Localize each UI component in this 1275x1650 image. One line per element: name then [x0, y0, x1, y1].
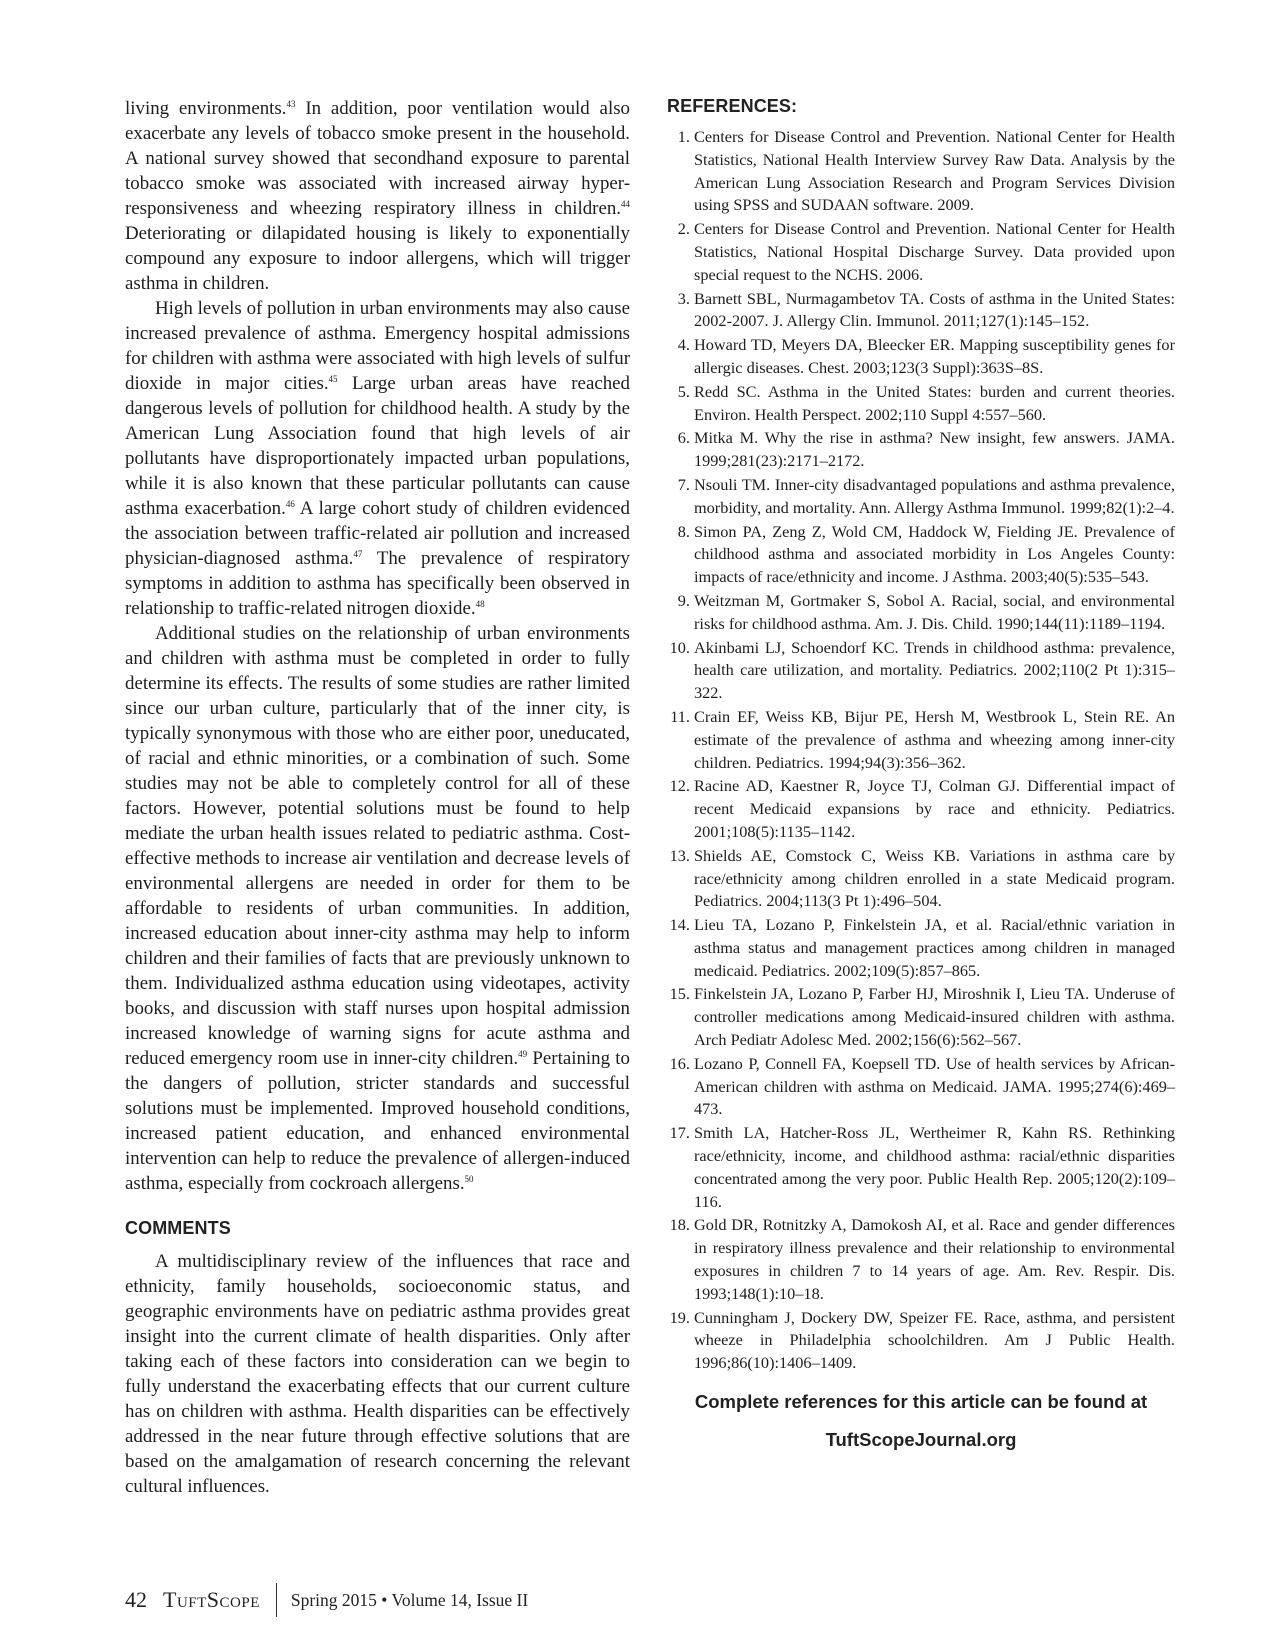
reference-item: [667, 218, 1175, 286]
citation-46: 46: [285, 499, 295, 509]
reference-item: [667, 706, 1175, 774]
issue-info: Spring 2015 • Volume 14, Issue II: [290, 1589, 529, 1610]
reference-number: 18.: [669, 1215, 690, 1235]
citation-47: 47: [353, 549, 363, 559]
body-column: [125, 96, 630, 1499]
journal-brand: TuftScope: [163, 1587, 260, 1612]
reference-text: Nsouli TM. Inner-city disadvantaged populations and asthma prevalence, morbidity, and mortality. Ann. Allergy Asthma Immunol. 1999;82(1):2–4.: [694, 474, 1175, 517]
reference-text: Akinbami LJ, Schoendorf KC. Trends in childhood asthma: prevalence, health care utilization, and mortality. Pediatrics. 2002;110(2 Pt 1):315–322.: [694, 637, 1175, 703]
reference-text: Gold DR, Rotnitzky A, Damokosh AI, et al. Race and gender differences in respiratory illness prevalence and their relationship to environmental exposures in children 7 to 14 years of age. Am. Rev. Respir. Dis. 1993;148(1):10–18.: [694, 1215, 1175, 1303]
reference-text: Simon PA, Zeng Z, Wold CM, Haddock W, Fielding JE. Prevalence of childhood asthma and associated morbidity in Los Angeles County: impacts of race/ethnicity and income. J Asthma. 2003;40(5):535–543.: [694, 521, 1175, 587]
reference-item: [667, 381, 1175, 427]
citation-50: 50: [464, 1174, 474, 1184]
complete-references-line: Complete references for this article can be found at: [694, 1391, 1148, 1413]
reference-item: [667, 288, 1175, 334]
reference-item: [667, 637, 1175, 705]
reference-item: [667, 474, 1175, 520]
citation-43: 43: [286, 99, 296, 109]
reference-item: [667, 334, 1175, 380]
reference-text: Mitka M. Why the rise in asthma? New insight, few answers. JAMA. 1999;281(23):2171–2172.: [694, 428, 1175, 471]
reference-number: 12.: [669, 776, 690, 796]
reference-number: 11.: [670, 706, 690, 726]
journal-website-link[interactable]: TuftScopeJournal.org: [825, 1429, 1017, 1451]
reference-item: [667, 521, 1175, 589]
citation-44: 44: [621, 199, 630, 209]
page-footer: [125, 1580, 528, 1620]
reference-number: 14.: [669, 915, 690, 935]
citation-48: 48: [475, 599, 485, 609]
reference-text: Racine AD, Kaestner R, Joyce TJ, Colman GJ. Differential impact of recent Medicaid expansions by race and ethnicity. Pediatrics. 2001;108(5):1135–1142.: [694, 776, 1175, 841]
reference-number: 10.: [669, 637, 690, 657]
reference-item: [667, 126, 1175, 217]
comments-heading: COMMENTS: [125, 1218, 231, 1238]
reference-text: Centers for Disease Control and Prevention. National Center for Health Statistics, National Health Interview Survey Raw Data. Analysis by the American Lung Association Research and Program Services Division using SPSS and SUDAAN software. 2009.: [694, 127, 1175, 215]
reference-number: 17.: [669, 1123, 690, 1143]
reference-text: Redd SC. Asthma in the United States: burden and current theories. Environ. Health Perspect. 2002;110 Suppl 4:557–560.: [694, 381, 1175, 424]
comments-paragraph: A multidisciplinary review of the influences that race and ethnicity, family households, socioeconomic status, and geographic environments have on pediatric asthma provides great insight into the current climate of health disparities. Only after taking each of these factors into consideration can we begin to fully understand the exacerbating effects that our current culture has on children with asthma. Health disparities can be effectively addressed in the near future through effective solutions that are based on the amalgamation of research concerning the relevant cultural influences.: [125, 1251, 630, 1497]
reference-number: 3.: [677, 288, 690, 308]
reference-item: [667, 1053, 1175, 1121]
reference-item: [667, 914, 1175, 982]
body-paragraph-1: living environments.$^{43}$ In addition, poor ventilation would also exacerbate any levels of tobacco smoke present in the household. A national survey showed that secondhand exposure to parental tobacco smoke was associated with increased airway hyper-responsiveness and wheezing respiratory illness in children.$^{44}$ Deteriorating or dilapidated housing is likely to exponentially compound any exposure to indoor allergens, which will trigger asthma in children.: [125, 98, 630, 294]
reference-number: 1.: [677, 127, 690, 146]
footer-divider: [276, 1583, 277, 1617]
reference-item: [667, 1307, 1175, 1375]
reference-item: [667, 1122, 1175, 1213]
complete-references-note: [667, 1383, 1175, 1459]
reference-item: [667, 1214, 1175, 1305]
reference-number: 4.: [677, 335, 690, 355]
reference-text: Howard TD, Meyers DA, Bleecker ER. Mapping susceptibility genes for allergic diseases. Chest. 2003;123(3 Suppl):363S–8S.: [694, 335, 1175, 377]
reference-text: Smith LA, Hatcher-Ross JL, Wertheimer R, Kahn RS. Rethinking race/ethnicity, income, and childhood asthma: racial/ethnic disparities concentrated among the very poor. Public Health Rep. 2005;120(2):109–116.: [694, 1123, 1175, 1211]
references-column: [667, 96, 1175, 1459]
citation-49: 49: [518, 1049, 528, 1059]
reference-text: Lozano P, Connell FA, Koepsell TD. Use of health services by African-American children with asthma on Medicaid. JAMA. 1995;274(6):469–473.: [694, 1053, 1175, 1119]
reference-number: 19.: [669, 1307, 690, 1327]
reference-number: 5.: [677, 381, 690, 401]
reference-text: Barnett SBL, Nurmagambetov TA. Costs of asthma in the United States: 2002-2007. J. Allergy Clin. Immunol. 2011;127(1):145–152.: [694, 288, 1175, 331]
reference-item: [667, 775, 1175, 843]
body-paragraph-2: High levels of pollution in urban environments may also cause increased prevalence of asthma. Emergency hospital admissions for children with asthma were associated with high levels of sulfur dioxide in major cities.$^{45}$ Large urban areas have reached dangerous levels of pollution for childhood health. A study by the American Lung Association found that high levels of air pollutants have disproportionately impacted urban populations, while it is also known that these particular pollutants can cause asthma exacerbation.$^{46}$ A large cohort study of children evidenced the association between traffic-related air pollution and increased physician-diagnosed asthma.$^{47}$ The prevalence of respiratory symptoms in addition to asthma has specifically been observed in relationship to traffic-related nitrogen dioxide.$^{48}$: [125, 298, 630, 619]
reference-number: 15.: [669, 984, 690, 1004]
references-list: [667, 126, 1175, 1375]
reference-number: 9.: [677, 590, 690, 610]
reference-item: [667, 983, 1175, 1051]
reference-text: Finkelstein JA, Lozano P, Farber HJ, Miroshnik I, Lieu TA. Underuse of controller medications among Medicaid-insured children with asthma. Arch Pediatr Adolesc Med. 2002;156(6):562–567.: [694, 984, 1175, 1050]
reference-text: Shields AE, Comstock C, Weiss KB. Variations in asthma care by race/ethnicity among children enrolled in a state Medicaid program. Pediatrics. 2004;113(3 Pt 1):496–504.: [694, 845, 1175, 911]
reference-text: Weitzman M, Gortmaker S, Sobol A. Racial, social, and environmental risks for childhood asthma. Am. J. Dis. Child. 1990;144(11):1189–1194.: [694, 590, 1175, 633]
reference-number: 13.: [669, 845, 690, 865]
reference-text: Crain EF, Weiss KB, Bijur PE, Hersh M, Westbrook L, Stein RE. An estimate of the prevalence of asthma and wheezing among inner-city children. Pediatrics. 1994;94(3):356–362.: [694, 706, 1175, 772]
reference-number: 16.: [669, 1053, 690, 1073]
reference-text: Lieu TA, Lozano P, Finkelstein JA, et al. Racial/ethnic variation in asthma status and management practices among children in managed medicaid. Pediatrics. 2002;109(5):857–865.: [694, 915, 1175, 980]
reference-item: [667, 845, 1175, 913]
body-paragraph-3: Additional studies on the relationship of urban environments and children with asthma must be completed in order to fully determine its effects. The results of some studies are rather limited since our urban culture, particularly that of the inner city, is typically synonymous with those who are either poor, uneducated, of racial and ethnic minorities, or a combination of such. Some studies may not be able to completely control for all of these factors. However, potential solutions must be found to help mediate the urban health issues related to pediatric asthma. Cost-effective methods to increase air ventilation and decrease levels of environmental allergens are needed in order for them to be affordable to residents of urban communities. In addition, increased education about inner-city asthma may help to inform children and their families of facts that are previously unknown to them. Individualized asthma education using videotapes, activity books, and discussion with staff nurses upon hospital admission increased knowledge of warning signs for acute asthma and reduced emergency room use in inner-city children.$^{49}$ Pertaining to the dangers of pollution, stricter standards and successful solutions must be implemented. Improved household conditions, increased patient education, and enhanced environmental intervention can help to reduce the prevalence of allergen-induced asthma, especially from cockroach allergens.$^{50}$: [125, 623, 630, 1194]
citation-45: 45: [328, 374, 338, 384]
reference-item: [667, 427, 1175, 473]
references-heading: REFERENCES:: [667, 96, 798, 116]
reference-number: 6.: [677, 428, 690, 448]
reference-item: [667, 590, 1175, 636]
reference-number: 8.: [677, 521, 690, 541]
reference-number: 7.: [677, 474, 690, 494]
page-number: 42: [125, 1587, 147, 1612]
reference-text: Centers for Disease Control and Prevention. National Center for Health Statistics, National Hospital Discharge Survey. Data provided upon special request to the NCHS. 2006.: [694, 219, 1175, 284]
reference-number: 2.: [677, 219, 690, 239]
reference-text: Cunningham J, Dockery DW, Speizer FE. Race, asthma, and persistent wheeze in Philadelphia schoolchildren. Am J Public Health. 1996;86(10):1406–1409.: [694, 1307, 1175, 1373]
